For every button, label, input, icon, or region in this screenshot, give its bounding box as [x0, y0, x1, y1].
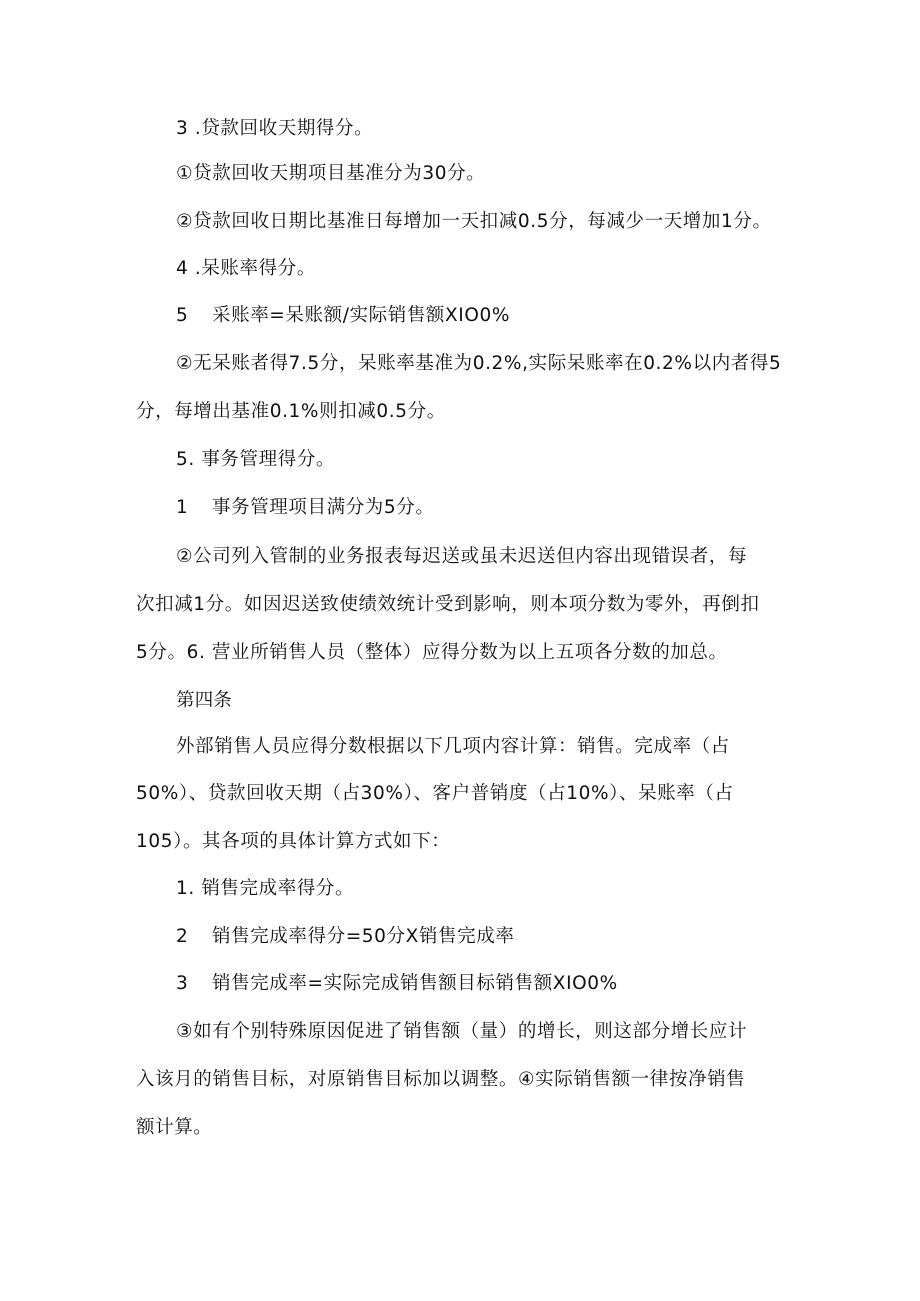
- text-line: 50%）、贷款回收天期（占30%）、客户普销度（占10%）、呆账率（占: [136, 783, 734, 804]
- numbered-line: [176, 304, 510, 328]
- text-line: 5. 事务管理得分。: [176, 449, 336, 470]
- text-line: ①贷款回收天期项目基准分为30分。: [176, 163, 486, 184]
- numbered-line: [176, 496, 434, 520]
- text-line: 3 .贷款回收天期得分。: [176, 118, 374, 139]
- text-line: ②无呆账者得7.5分，呆账率基准为0.2%,实际呆账率在0.2%以内者得5: [176, 353, 782, 374]
- item-number: 5: [176, 305, 189, 326]
- text-line: 入该月的销售目标，对原销售目标加以调整。④实际销售额一律按净销售: [136, 1069, 746, 1090]
- item-number: 1: [176, 497, 189, 518]
- text-line: 4 .呆账率得分。: [176, 258, 316, 279]
- text-line: 1. 销售完成率得分。: [176, 878, 355, 899]
- numbered-line: [176, 925, 514, 949]
- text-line: ②公司列入管制的业务报表每迟送或虽未迟送但内容出现错误者，每: [176, 546, 748, 567]
- item-text: 销售完成率=实际完成销售额目标销售额XIO0%: [212, 973, 618, 994]
- text-line: ③如有个别特殊原因促进了销售额（量）的增长，则这部分增长应计: [176, 1021, 748, 1042]
- item-text: 销售完成率得分=50分X销售完成率: [212, 926, 515, 947]
- text-line: ②贷款回收日期比基准日每增加一天扣减0.5分，每减少一天增加1分。: [176, 211, 772, 232]
- text-line: 5分。6. 营业所销售人员（整体）应得分数为以上五项各分数的加总。: [136, 642, 728, 663]
- text-line: 额计算。: [136, 1117, 213, 1138]
- numbered-line: [176, 972, 618, 996]
- item-text: 事务管理项目满分为5分。: [212, 497, 435, 518]
- text-line: 105）。其各项的具体计算方式如下：: [136, 831, 451, 852]
- item-text: 采账率=呆账额/实际销售额XIO0%: [212, 305, 511, 326]
- text-line: 分，每增出基准0.1%则扣减0.5分。: [136, 401, 446, 422]
- text-line: 外部销售人员应得分数根据以下几项内容计算：销售。完成率（占: [176, 736, 730, 757]
- text-line: 次扣减1分。如因迟送致使绩效统计受到影响，则本项分数为零外，再倒扣: [136, 594, 760, 615]
- section-heading: 第四条: [176, 690, 233, 711]
- item-number: 2: [176, 926, 189, 947]
- item-number: 3: [176, 973, 189, 994]
